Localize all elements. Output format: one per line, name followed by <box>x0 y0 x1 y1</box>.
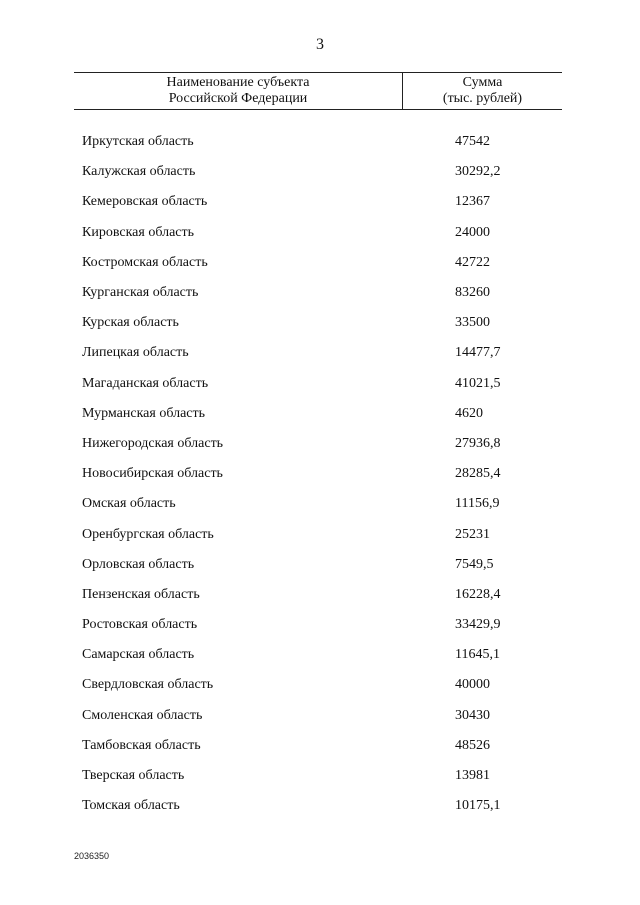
sum-value: 24000 <box>455 224 490 240</box>
table-row <box>74 127 562 157</box>
region-name: Липецкая область <box>82 345 189 361</box>
sum-value: 28285,4 <box>455 466 501 482</box>
sum-value: 12367 <box>455 194 490 210</box>
region-name: Курская область <box>82 315 179 331</box>
table-body <box>74 127 562 821</box>
region-name: Кемеровская область <box>82 194 208 210</box>
sum-value: 11156,9 <box>455 496 500 512</box>
region-name: Тверская область <box>82 768 185 784</box>
region-name: Омская область <box>82 496 176 512</box>
region-name: Курганская область <box>82 285 199 301</box>
sum-value: 30292,2 <box>455 164 501 180</box>
region-name: Нижегородская область <box>82 435 224 451</box>
table-row <box>74 519 562 549</box>
table-row <box>74 338 562 368</box>
sum-value: 16228,4 <box>455 586 501 602</box>
sum-value: 40000 <box>455 677 490 693</box>
region-name: Иркутская область <box>82 134 194 150</box>
sum-value: 14477,7 <box>455 345 501 361</box>
table-row <box>74 429 562 459</box>
sum-value: 33429,9 <box>455 617 501 633</box>
table-row <box>74 187 562 217</box>
header-sum: Сумма (тыс. рублей) <box>442 75 523 106</box>
table-row <box>74 761 562 791</box>
region-name: Свердловская область <box>82 677 214 693</box>
table-row <box>74 308 562 338</box>
sum-value: 30430 <box>455 707 490 723</box>
region-name: Кировская область <box>82 224 195 240</box>
table-row <box>74 278 562 308</box>
sum-value: 33500 <box>455 315 490 331</box>
region-name: Самарская область <box>82 647 195 663</box>
region-name: Оренбургская область <box>82 526 214 542</box>
region-name: Томская область <box>82 798 180 814</box>
region-name: Новосибирская область <box>82 466 223 482</box>
table-row <box>74 489 562 519</box>
table-row <box>74 157 562 187</box>
sum-value: 10175,1 <box>455 798 501 814</box>
sum-value: 7549,5 <box>455 556 494 572</box>
sum-value: 83260 <box>455 285 490 301</box>
table-header <box>74 72 562 110</box>
region-name: Костромская область <box>82 254 208 270</box>
table-row <box>74 218 562 248</box>
table-row <box>74 701 562 731</box>
sum-value: 42722 <box>455 254 490 270</box>
region-name: Смоленская область <box>82 707 203 723</box>
table-row <box>74 369 562 399</box>
table-row <box>74 610 562 640</box>
region-name: Мурманская область <box>82 405 206 421</box>
table-row <box>74 670 562 700</box>
table-row <box>74 731 562 761</box>
header-region-name: Наименование субъекта Российской Федерации <box>74 73 403 109</box>
sum-value: 47542 <box>455 134 490 150</box>
document-code: 2036350 <box>74 851 110 861</box>
sum-value: 48526 <box>455 737 490 753</box>
region-name: Орловская область <box>82 556 195 572</box>
table-row <box>74 459 562 489</box>
region-name: Калужская область <box>82 164 196 180</box>
table-row <box>74 791 562 821</box>
sum-value: 25231 <box>455 526 490 542</box>
region-name: Магаданская область <box>82 375 209 391</box>
sum-value: 4620 <box>455 405 483 421</box>
sum-value: 13981 <box>455 768 490 784</box>
table-row <box>74 550 562 580</box>
table-row <box>74 640 562 670</box>
region-name: Ростовская область <box>82 617 198 633</box>
table-row <box>74 248 562 278</box>
table-row <box>74 399 562 429</box>
table-row <box>74 580 562 610</box>
region-name: Пензенская область <box>82 586 200 602</box>
sum-value: 27936,8 <box>455 435 501 451</box>
sum-value: 41021,5 <box>455 375 501 391</box>
sum-value: 11645,1 <box>455 647 500 663</box>
subsidy-table <box>74 72 562 821</box>
region-name: Тамбовская область <box>82 737 201 753</box>
page-number: 3 <box>316 36 324 53</box>
